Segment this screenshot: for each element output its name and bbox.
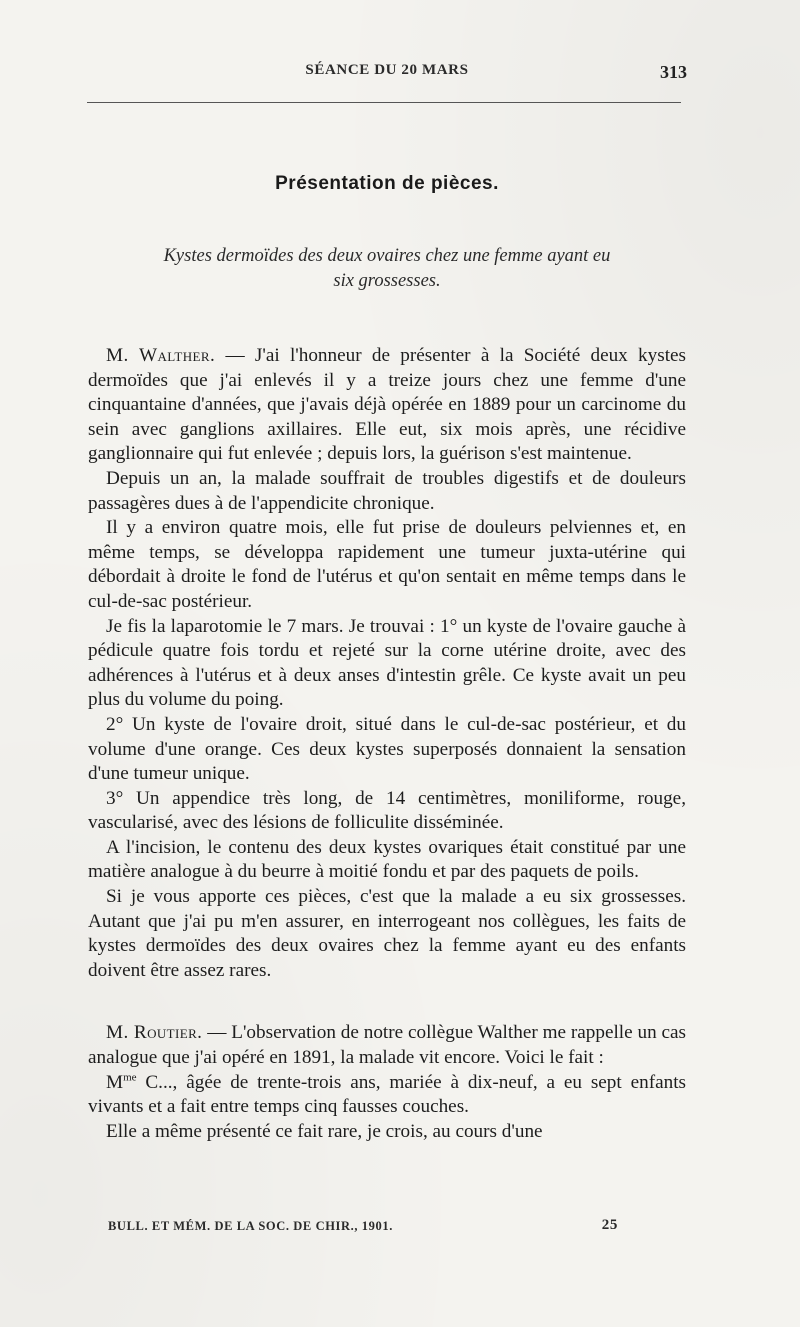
routier-p2-prefix: M [106,1071,124,1093]
page-number: 313 [660,62,687,82]
footer-journal: BULL. ET MÉM. DE LA SOC. DE CHIR., 1901. [108,1219,393,1233]
section-title: Présentation de pièces. [275,173,499,194]
running-title: SÉANCE DU 20 MARS [305,62,469,78]
walther-p1-text: — J'ai l'honneur de présenter à la Société deux kystes dermoïdes que j'ai enlevés il y a treize jours chez une femme d'une cinquantaine d'années, que j'avais déjà opérée en 1889 pour un carcinome du sein avec ganglions axillaires. Elle eut, six mois après, une récidive ganglionnaire qui fut enlevée ; depuis lors, la guérison s'est maintenue. [88,345,687,465]
walther-paragraph-5: 2° Un kyste de l'ovaire droit, situé dans le cul-de-sac postérieur, et du volume d'une orange. Ces deux kystes superposés donnaient la sensation d'une tumeur unique. [88,713,686,785]
routier-p2-rest: C..., âgée de trente-trois ans, mariée à dix-neuf, a eu sept enfants vivants et a fait entre temps cinq fausses couches. [88,1071,686,1118]
speaker-routier: M. Routier. [106,1022,203,1044]
walther-paragraph-4: Je fis la laparotomie le 7 mars. Je trouvai : 1° un kyste de l'ovaire gauche à pédicule quatre fois tordu et rejeté sur la corne utérine droite, avec des adhérences à l'utérus et à deux anses d'intestin grêle. Ce kyste avait un peu plus du volume du poing. [88,615,686,711]
routier-paragraph-3: Elle a même présenté ce fait rare, je crois, au cours d'une [106,1120,543,1142]
article-subtitle [90,244,684,294]
subtitle-line-2: six grossesses. [333,271,441,291]
walther-paragraph-6: 3° Un appendice très long, de 14 centimètres, moniliforme, rouge, vascularisé, avec des lésions de folliculite disséminée. [88,787,686,834]
walther-paragraph-7: A l'incision, le contenu des deux kystes ovariques était constitué par une matière analogue à du beurre à moitié fondu et par des paquets de poils. [88,836,686,883]
routier-paragraph-1 [88,1021,686,1070]
walther-paragraph-3: Il y a environ quatre mois, elle fut prise de douleurs pelviennes et, en même temps, se développa rapidement une tumeur juxta-utérine qui débordait à droite le fond de l'utérus et qu'on sentait en même temps dans le cul-de-sac postérieur. [88,517,686,612]
walther-paragraph-8: Si je vous apporte ces pièces, c'est que la malade a eu six grossesses. Autant que j'ai pu m'en assurer, en interrogeant nos collègues, les faits de kystes dermoïdes des deux ovaires chez la femme ayant eu des enfants doivent être assez rares. [88,886,686,981]
routier-paragraph-2 [88,1071,686,1120]
body-text [88,344,686,1144]
walther-paragraph-1 [88,344,686,467]
routier-p1-text: — L'observation de notre collègue Walther me rappelle un cas analogue que j'ai opéré en 1891, la malade vit encore. Voici le fait : [88,1022,687,1069]
header-rule [87,102,681,103]
page-footer [108,1219,618,1239]
routier-p2-sup: me [123,1071,137,1084]
walther-paragraph-2: Depuis un an, la malade souffrait de troubles digestifs et de douleurs passagères dues à de l'appendicite chronique. [88,467,686,514]
footer-signature: 25 [601,1217,618,1233]
paragraph-gap [88,983,686,1021]
speaker-walther: M. Walther. [106,345,216,366]
subtitle-line-1: Kystes dermoïdes des deux ovaires chez une femme ayant eu [163,246,611,266]
running-header [87,62,687,86]
